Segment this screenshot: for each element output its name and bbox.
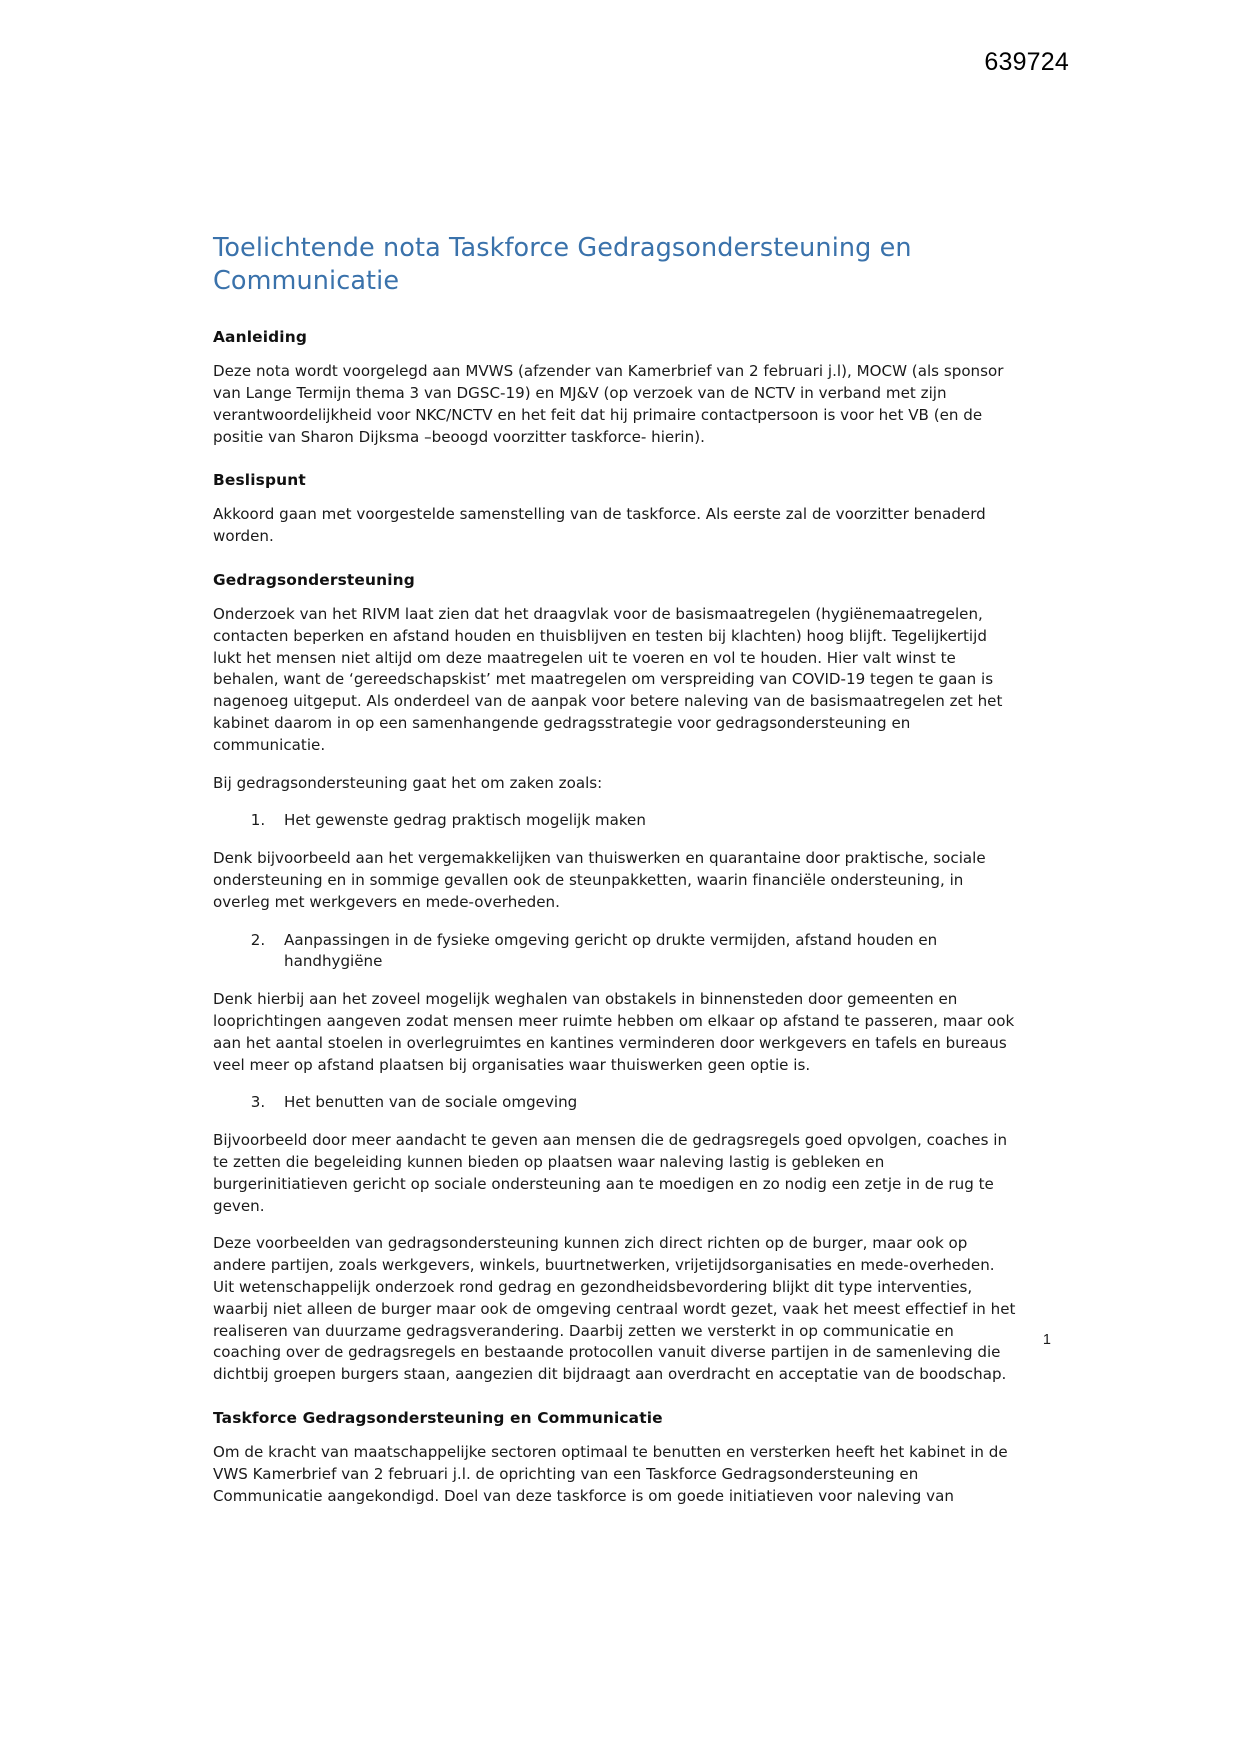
paragraph-after-item-1: Denk bijvoorbeeld aan het vergemakkelijken van thuiswerken en quarantaine door praktische, sociale ondersteuning en in sommige gevallen ook de steunpakketten, waarin financiële ondersteuning, in overleg met werkgevers en mede-overheden. bbox=[213, 849, 986, 911]
numbered-list-item-1 bbox=[213, 810, 1018, 832]
paragraph-gedragsondersteuning-summary: Deze voorbeelden van gedragsondersteuning kunnen zich direct richten op de burger, maar ook op andere partijen, zoals werkgevers, winkels, buurtnetwerken, vrijetijdsorganisaties en mede-overheden. Uit wetenschappelijk onderzoek rond gedrag en gezondheidsbevordering blijkt dit type interventies, waarbij niet alleen de burger maar ook de omgeving centraal wordt gezet, vaak het meest effectief in het realiseren van duurzame gedragsverandering. Daarbij zetten we versterkt in op communicatie en coaching over de gedragsregels en bestaande protocollen vanuit diverse partijen in de samenleving die dichtbij groepen burgers staan, aangezien dit bijdraagt aan overdracht en acceptatie van de boodschap. bbox=[213, 1234, 1016, 1384]
paragraph-beslispunt: Akkoord gaan met voorgestelde samenstelling van de taskforce. Als eerste zal de voorzitter benaderd worden. bbox=[213, 505, 986, 546]
paragraph-gedragsondersteuning-intro: Onderzoek van het RIVM laat zien dat het draagvlak voor de basismaatregelen (hygiënemaatregelen, contacten beperken en afstand houden en thuisblijven en testen bij klachten) hoog blijft. Tegelijkertijd lukt het mensen niet altijd om deze maatregelen uit te voeren en vol te houden. Hier valt winst te behalen, want de ‘gereedschapskist’ met maatregelen om verspreiding van COVID-19 tegen te gaan is nagenoeg uitgeput. Als onderdeel van de aanpak voor betere naleving van de basismaatregelen zet het kabinet daarom in op een samenhangende gedragsstrategie voor gedragsondersteuning en communicatie. bbox=[213, 605, 1003, 754]
document-number: 639724 bbox=[984, 48, 1069, 76]
page-title: Toelichtende nota Taskforce Gedragsondersteuning en Communicatie bbox=[213, 233, 912, 296]
numbered-list-item-3 bbox=[213, 1092, 1018, 1114]
numbered-list-item-2 bbox=[213, 930, 1018, 974]
list-item: 2. Aanpassingen in de fysieke omgeving gericht op drukte vermijden, afstand houden en handhygiëne bbox=[270, 930, 1018, 974]
list-item: 1. Het gewenste gedrag praktisch mogelijk maken bbox=[270, 810, 1018, 832]
paragraph-aanleiding: Deze nota wordt voorgelegd aan MVWS (afzender van Kamerbrief van 2 februari j.l), MOCW (als sponsor van Lange Termijn thema 3 van DGSC-19) en MJ&V (op verzoek van de NCTV in verband met zijn verantwoordelijkheid voor NKC/NCTV en het feit dat hij primaire contactpersoon is voor het VB (en de positie van Sharon Dijksma –beoogd voorzitter taskforce- hierin). bbox=[213, 362, 1004, 446]
list-item: 3. Het benutten van de sociale omgeving bbox=[270, 1092, 1018, 1114]
paragraph-after-item-2: Denk hierbij aan het zoveel mogelijk weghalen van obstakels in binnensteden door gemeenten en looprichtingen aangeven zodat mensen meer ruimte hebben om elkaar op afstand te passeren, maar ook aan het aantal stoelen in overlegruimtes en kantines verminderen door werkgevers en tafels en bureaus veel meer op afstand plaatsen bij organisaties waar thuiswerken geen optie is. bbox=[213, 990, 1015, 1074]
section-heading-taskforce: Taskforce Gedragsondersteuning en Communicatie bbox=[213, 1408, 663, 1427]
section-heading-gedragsondersteuning: Gedragsondersteuning bbox=[213, 571, 415, 590]
page-number: 1 bbox=[1042, 1332, 1051, 1348]
section-heading-beslispunt: Beslispunt bbox=[213, 471, 306, 490]
document-content bbox=[213, 232, 1018, 1523]
paragraph-after-item-3: Bijvoorbeeld door meer aandacht te geven aan mensen die de gedragsregels goed opvolgen, coaches in te zetten die begeleiding kunnen bieden op plaatsen waar naleving lastig is gebleken en burgerinitiatieven gericht op sociale ondersteuning aan te moedigen en zo nodig een zetje in de rug te geven. bbox=[213, 1131, 1008, 1215]
paragraph-gedragsondersteuning-lead-in: Bij gedragsondersteuning gaat het om zaken zoals: bbox=[213, 773, 603, 792]
section-heading-aanleiding: Aanleiding bbox=[213, 328, 308, 347]
paragraph-taskforce: Om de kracht van maatschappelijke sectoren optimaal te benutten en versterken heeft het kabinet in de VWS Kamerbrief van 2 februari j.l. de oprichting van een Taskforce Gedragsondersteuning en Communicatie aangekondigd. Doel van deze taskforce is om goede initiatieven voor naleving van bbox=[213, 1443, 1008, 1505]
